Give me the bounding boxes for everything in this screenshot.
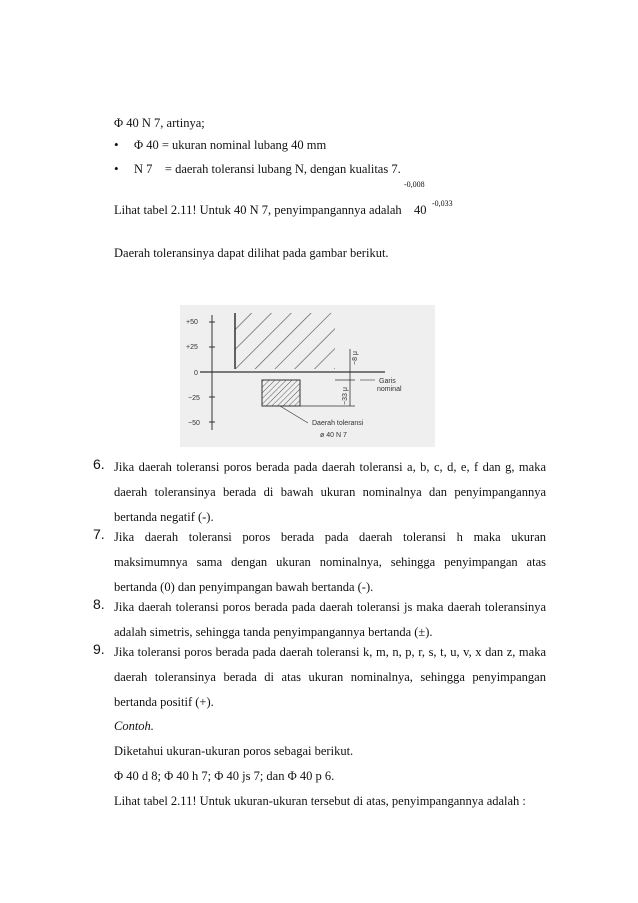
figure-intro: Daerah toleransinya dapat dilihat pada gambar berikut. [114, 246, 389, 260]
bullet-text-1: Φ 40 = ukuran nominal lubang 40 mm [134, 138, 327, 152]
upper-dev-label: −8 μ [352, 351, 359, 365]
item-line: Jika toleransi poros berada pada daerah toleransi k, m, n, p, r, s, t, u, v, x dan z, maka [114, 645, 546, 659]
y-tick-label: 0 [194, 370, 198, 377]
lookup-text: Lihat tabel 2.11! Untuk 40 N 7, penyimpangannya adalah [114, 203, 402, 217]
garis-label: Garis [379, 378, 396, 385]
intro-heading: Φ 40 N 7, artinya; [114, 116, 205, 130]
item-line: maksimumnya sama dengan ukuran nominalnya, sehingga penyimpangan atas [114, 555, 546, 569]
tolerance-figure [180, 305, 435, 447]
lower-deviation: -0,033 [432, 199, 453, 208]
item-line: bertanda (0) dan penyimpangan bawah bertanda (-). [114, 580, 374, 594]
example-label: Contoh. [114, 719, 154, 733]
item-line: Jika daerah toleransi poros berada pada daerah toleransi js maka daerah toleransinya [114, 600, 546, 614]
zone-label: Daerah toleransi [312, 420, 364, 427]
upper-deviation: -0,008 [404, 180, 425, 189]
item-line: Jika daerah toleransi poros berada pada daerah toleransi h maka ukuran [114, 530, 546, 544]
item-line: bertanda negatif (-). [114, 510, 214, 524]
y-tick-label: +25 [186, 344, 198, 351]
hatched-region [235, 313, 335, 369]
nominal-label: nominal [377, 386, 402, 393]
bullet-text-2: N 7 = daerah toleransi lubang N, dengan kualitas 7. [134, 162, 401, 176]
example-line-3: Lihat tabel 2.11! Untuk ukuran-ukuran tersebut di atas, penyimpangannya adalah : [114, 794, 526, 808]
y-tick-label: −25 [188, 395, 200, 402]
item-line: daerah toleransinya berada di bawah ukuran nominalnya dan penyimpangannya [114, 485, 546, 499]
item-number: 9. [93, 641, 105, 657]
bullet-dot: • [114, 137, 119, 152]
item-line: Jika daerah toleransi poros berada pada daerah toleransi a, b, c, d, e, f dan g, maka [114, 460, 546, 474]
tolerance-zone [262, 380, 300, 406]
item-number: 7. [93, 526, 105, 542]
y-tick-label: +50 [186, 319, 198, 326]
example-line-2: Φ 40 d 8; Φ 40 h 7; Φ 40 js 7; dan Φ 40 p 6. [114, 769, 335, 783]
item-line: adalah simetris, sehingga tanda penyimpangannya bertanda (±). [114, 625, 433, 639]
nominal-size: 40 [414, 203, 427, 217]
item-line: daerah toleransinya berada di atas ukuran nominalnya, sehingga penyimpangan [114, 670, 546, 684]
zone-code-label: ø 40 N 7 [320, 432, 347, 439]
lower-dev-label: −33 μ [342, 387, 349, 405]
item-number: 8. [93, 596, 105, 612]
item-line: bertanda positif (+). [114, 695, 214, 709]
item-number: 6. [93, 456, 105, 472]
example-line-1: Diketahui ukuran-ukuran poros sebagai berikut. [114, 744, 354, 758]
bullet-dot: • [114, 161, 119, 176]
y-tick-label: −50 [188, 420, 200, 427]
